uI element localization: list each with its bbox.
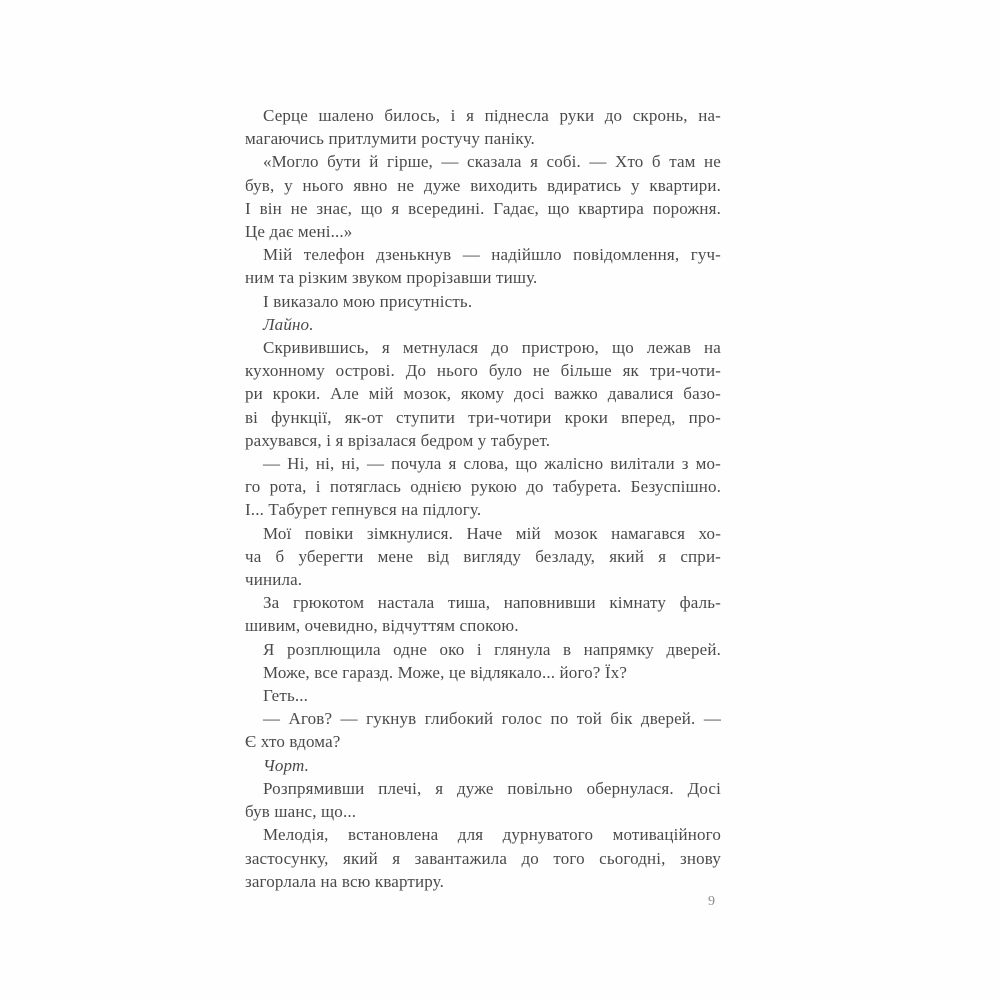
text-line: Мій телефон дзенькнув — надійшло повідомлення, гуч-	[263, 245, 721, 265]
text-line: магаючись притлумити ростучу паніку.	[245, 129, 535, 149]
text-line: Чорт.	[263, 755, 309, 775]
text-line: Є хто вдома?	[245, 732, 341, 752]
text-line: кухонному острові. До нього було не більше як три-чоти-	[245, 361, 721, 381]
page-text	[245, 104, 721, 893]
text-line: Скривившись, я метнулася до пристрою, що лежав на	[263, 338, 721, 358]
text-line: І він не знає, що я всередині. Гадає, що квартира порожня.	[245, 198, 721, 218]
text-line: Може, все гаразд. Може, це відлякало... його? Їх?	[263, 662, 628, 682]
text-line: був, у нього явно не дуже виходить вдиратись у квартири.	[245, 175, 721, 195]
text-line: ри кроки. Але мій мозок, якому досі важко давалися базо-	[245, 384, 721, 404]
text-line: чинила.	[245, 570, 303, 590]
text-line: Я розплющила одне око і глянула в напрямку дверей.	[263, 639, 721, 659]
text-line: го рота, і потяглась однією рукою до табурета. Безуспішно.	[245, 477, 721, 497]
text-line: ві функції, як-от ступити три-чотири кроки вперед, про-	[245, 407, 721, 427]
page-number: 9	[708, 894, 715, 909]
text-line: — Агов? — гукнув глибокий голос по той бік дверей. —	[263, 709, 721, 729]
text-line: За грюкотом настала тиша, наповнивши кімнату фаль-	[263, 593, 721, 613]
text-line: рахувався, і я врізалася бедром у табурет.	[245, 430, 551, 450]
text-line: І... Табурет гепнувся на підлогу.	[245, 500, 482, 520]
text-line: ча б уберегти мене від вигляду безладу, який я спри-	[245, 546, 721, 566]
text-line: Мої повіки зімкнулися. Наче мій мозок намагався хо-	[263, 523, 721, 543]
text-line: застосунку, який я завантажила до того сьогодні, знову	[245, 848, 721, 868]
text-line: ним та різким звуком прорізавши тишу.	[245, 268, 538, 288]
text-line: Лайно.	[263, 314, 314, 334]
text-line: І виказало мою присутність.	[263, 291, 473, 311]
text-line: Геть...	[263, 686, 309, 706]
text-line: — Ні, ні, ні, — почула я слова, що жалісно вилітали з мо-	[263, 454, 721, 474]
text-line: шивим, очевидно, відчуттям спокою.	[245, 616, 519, 636]
text-line: Це дає мені...»	[245, 222, 353, 242]
text-line: Серце шалено билось, і я піднесла руки до скронь, на-	[263, 106, 721, 125]
text-line: загорлала на всю квартиру.	[245, 871, 444, 891]
text-line: був шанс, що...	[245, 802, 357, 822]
text-line: «Могло бути й гірше, — сказала я собі. — Хто б там не	[263, 152, 721, 172]
text-line: Мелодія, встановлена для дурнуватого мотиваційного	[263, 825, 721, 845]
text-line: Розпрямивши плечі, я дуже повільно обернулася. Досі	[263, 778, 721, 798]
